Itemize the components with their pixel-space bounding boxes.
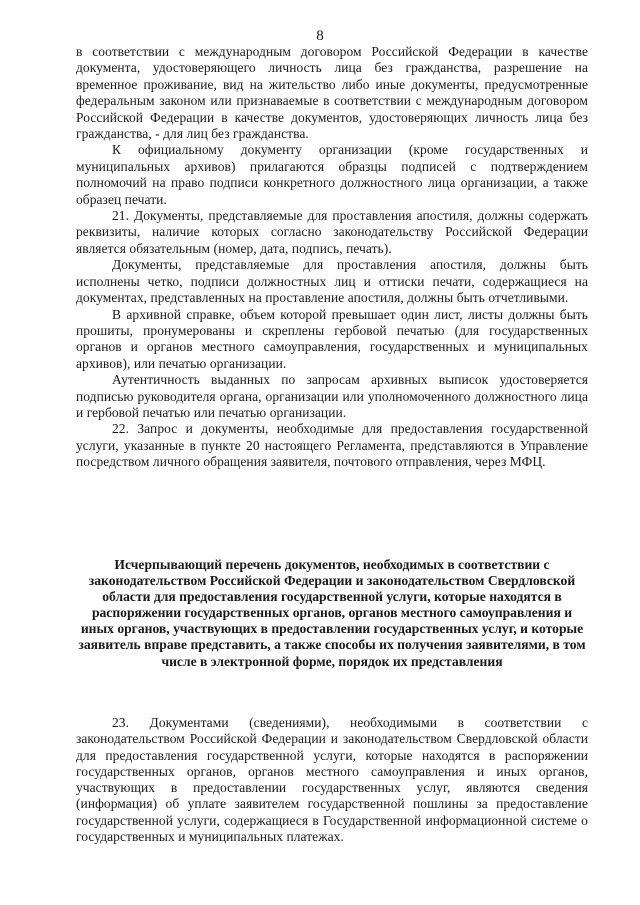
- page-number: 8: [316, 28, 324, 44]
- section-heading: Исчерпывающий перечень документов, необходимых в соответствии с законодательством Российской Федерации и законодательством Свердловской области для предоставления государственной услуги, которые находятся в распоряжении государственных органов, органов местного самоуправления и иных органов, участвующих в предоставлении государственных услуг, и которые заявитель вправе представить, а также способы их получения заявителями, в том числе в электронной форме, порядок их представления: [78, 557, 586, 669]
- body-text-block-23: [76, 715, 588, 845]
- paragraph-apostille-legibility: Документы, представляемые для проставления апостиля, должны быть исполнены четко, подписи должностных лиц и оттиски печати, содержащиеся на документах, представленных на проставление апостиля, должны быть отчетливыми.: [76, 257, 588, 306]
- paragraph-item-21: 21. Документы, представляемые для проставления апостиля, должны содержать реквизиты, наличие которых согласно законодательству Российской Федерации является обязательным (номер, дата, подпись, печать).: [76, 208, 588, 256]
- paragraph-signature-samples: К официальному документу организации (кроме государственных и муниципальных архивов) прилагаются образцы подписей с подтверждением полномочий на право подписи конкретного должностного лица организации, а также образец печати.: [76, 142, 588, 207]
- paragraph-item-22: 22. Запрос и документы, необходимые для предоставления государственной услуги, указанные в пункте 20 настоящего Регламента, представляются в Управление посредством личного обращения заявителя, почтового отправления, через МФЦ.: [76, 421, 588, 470]
- paragraph-stateless-persons-documents: в соответствии с международным договором Российской Федерации в качестве документа, удостоверяющего личность лица без гражданства, разрешение на временное проживание, вид на жительство либо иные документы, предусмотренные федеральным законом или признаваемые в соответствии с международным договором Российской Федерации в качестве документов, удостоверяющих личность лица без гражданства, - для лиц без гражданства.: [76, 44, 588, 142]
- paragraph-item-23: 23. Документами (сведениями), необходимыми в соответствии с законодательством Российской Федерации и законодательством Свердловской области для предоставления государственной услуги, которые находятся в распоряжении государственных органов, органов местного самоуправления и иных органов, участвующих в предоставлении государственных услуг, являются сведения (информация) об уплате заявителем государственной пошлины за предоставление государственной услуги, содержащиеся в Государственной информационной системе о государственных и муниципальных платежах.: [76, 715, 588, 845]
- body-text-block: [76, 44, 588, 471]
- paragraph-archive-certificate: В архивной справке, объем которой превышает один лист, листы должны быть прошиты, пронумерованы и скреплены гербовой печатью (для государственных органов и органов местного самоуправления, государственных и муниципальных архивов), или печатью организации.: [76, 306, 588, 371]
- paragraph-authenticity: Аутентичность выданных по запросам архивных выписок удостоверяется подписью руководителя органа, организации или уполномоченного должностного лица и гербовой печатью или печатью организации.: [76, 372, 588, 420]
